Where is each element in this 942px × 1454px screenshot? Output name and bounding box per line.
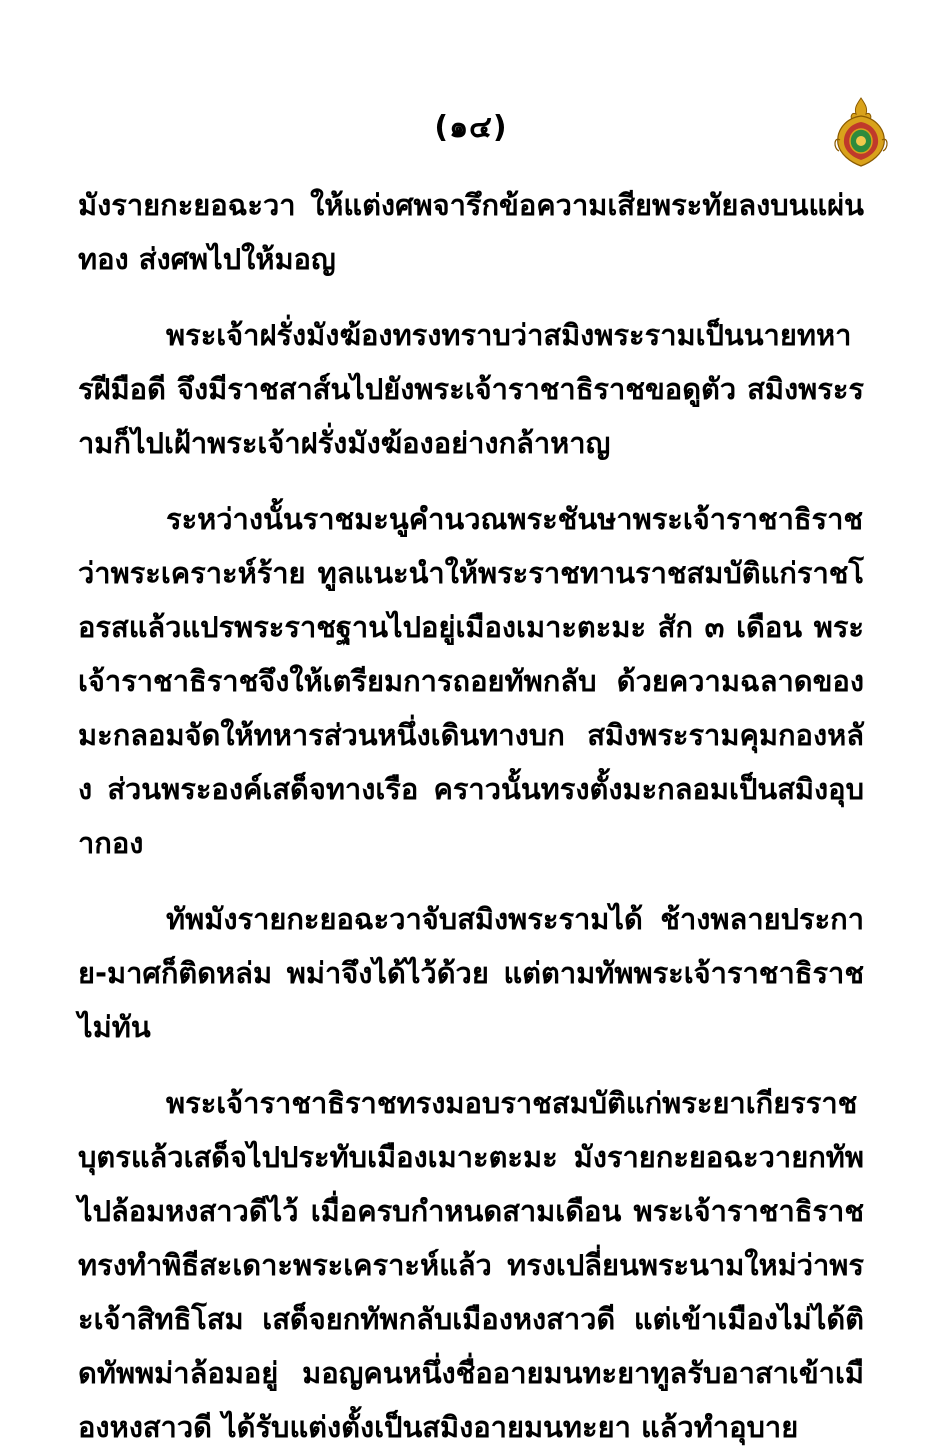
paragraph: พระเจ้าฝรั่งมังฆ้องทรงทราบว่าสมิงพระรามเป็นนายทหารฝีมือดี จึงมีราชสาส์นไปยังพระเจ้าราชาธิราชขอดูตัว สมิงพระรามก็ไปเฝ้าพระเจ้าฝรั่งมังฆ้องอย่างกล้าหาญ <box>78 318 864 460</box>
body-text <box>78 178 864 1454</box>
paragraph: ทัพมังรายกะยอฉะวาจับสมิงพระรามได้ ช้างพลายประกาย-มาศก็ติดหล่ม พม่าจึงได้ไว้ด้วย แต่ตามทัพพระเจ้าราชาธิราชไม่ทัน <box>78 902 864 1044</box>
paragraph: พระเจ้าราชาธิราชทรงมอบราชสมบัติแก่พระยาเกียรราชบุตรแล้วเสด็จไปประทับเมืองเมาะตะมะ มังรายกะยอฉะวายกทัพไปล้อมหงสาวดีไว้ เมื่อครบกำหนดสามเดือน พระเจ้าราชาธิราชทรงทำพิธีสะเดาะพระเคราะห์แล้ว ทรงเปลี่ยนพระนามใหม่ว่าพระเจ้าสิทธิโสม เสด็จยกทัพกลับเมืองหงสาวดี แต่เข้าเมืองไม่ได้ติดทัพพม่าล้อมอยู่ มอญคนหนึ่งชื่ออายมนทะยาทูลรับอาสาเข้าเมืองหงสาวดี ได้รับแต่งตั้งเป็นสมิงอายมนทะยา แล้วทำอุบาย <box>78 1086 864 1444</box>
royal-emblem-icon <box>830 96 892 168</box>
page-number: (๑๔) <box>434 110 508 145</box>
paragraph: ระหว่างนั้นราชมะนูคำนวณพระชันษาพระเจ้าราชาธิราชว่าพระเคราะห์ร้าย ทูลแนะนำให้พระราชทานราชสมบัติแก่ราชโอรสแล้วแปรพระราชฐานไปอยู่เมืองเมาะตะมะ สัก ๓ เดือน พระเจ้าราชาธิราชจึงให้เตรียมการถอยทัพกลับ ด้วยความฉลาดของมะกลอมจัดให้ทหารส่วนหนึ่งเดินทางบก สมิงพระรามคุมกองหลัง ส่วนพระองค์เสด็จทางเรือ คราวนั้นทรงตั้งมะกลอมเป็นสมิงอุบากอง <box>78 502 864 860</box>
paragraph: มังรายกะยอฉะวา ให้แต่งศพจารึกข้อความเสียพระทัยลงบนแผ่นทอง ส่งศพไปให้มอญ <box>78 188 864 276</box>
